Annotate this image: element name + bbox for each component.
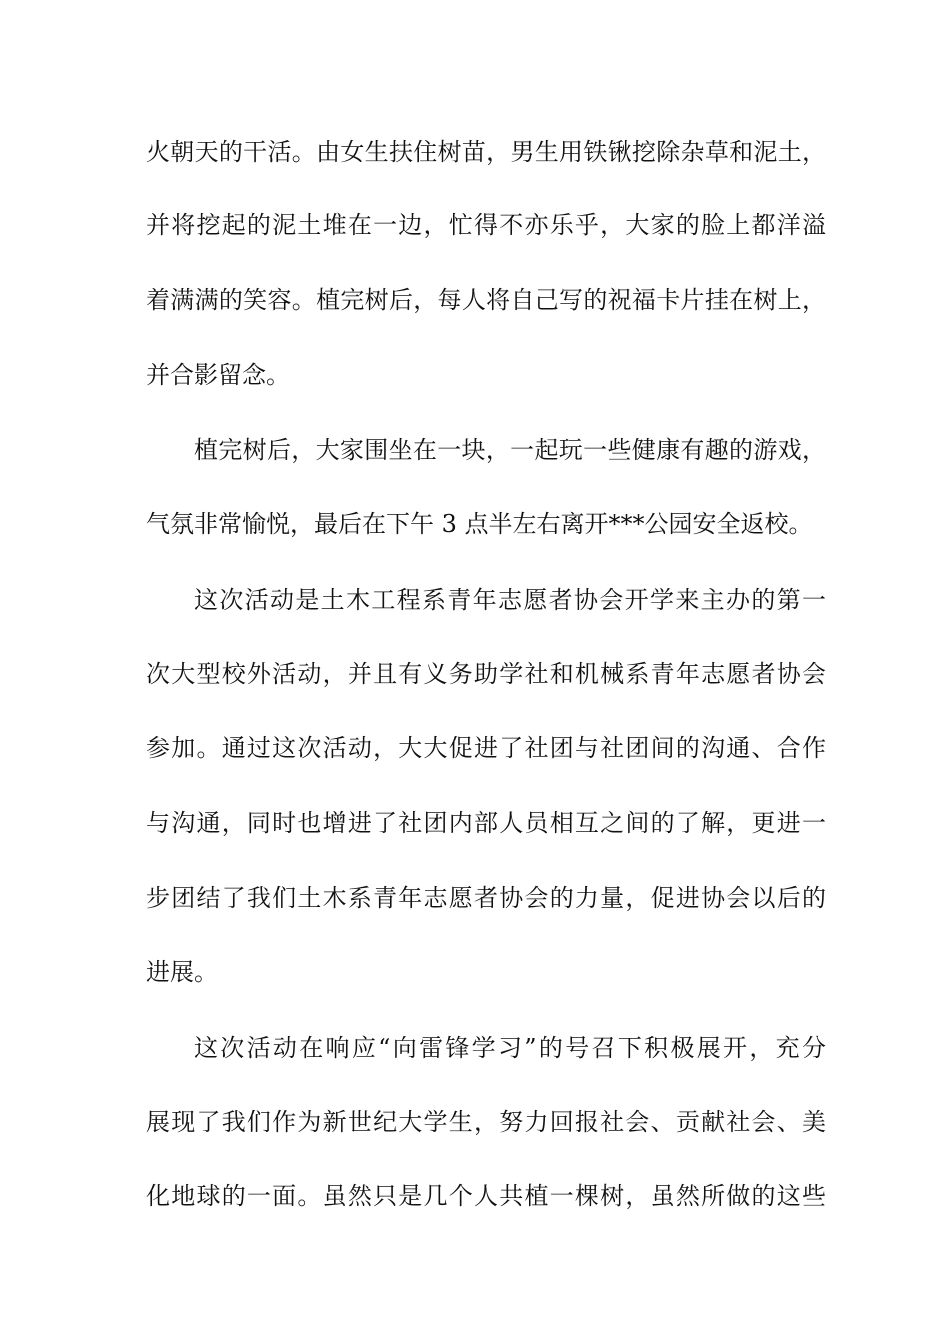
text-line: 这次活动是土木工程系青年志愿者协会开学来主办的第一 (194, 586, 826, 614)
text-line: 参加。通过这次活动，大大促进了社团与社团间的沟通、合作 (146, 734, 826, 762)
text-line: 化地球的一面。虽然只是几个人共植一棵树，虽然所做的这些 (146, 1182, 826, 1210)
text-line: 进展。 (146, 958, 218, 986)
text-line: 与沟通，同时也增进了社团内部人员相互之间的了解，更进一 (146, 809, 826, 837)
text-line: 并合影留念。 (146, 361, 290, 389)
text-line: 植完树后，大家围坐在一块，一起玩一些健康有趣的游戏， (194, 436, 826, 464)
text-line: 次大型校外活动，并且有义务助学社和机械系青年志愿者协会 (146, 660, 826, 688)
text-line: 这次活动在响应“向雷锋学习”的号召下积极展开，充分 (194, 1034, 826, 1062)
text-line: 展现了我们作为新世纪大学生，努力回报社会、贡献社会、美 (146, 1108, 826, 1136)
text-line: 气氛非常愉悦，最后在下午 3 点半左右离开***公园安全返校。 (146, 510, 813, 538)
text-line: 火朝天的干活。由女生扶住树苗，男生用铁锹挖除杂草和泥土， (146, 138, 826, 166)
text-line: 步团结了我们土木系青年志愿者协会的力量，促进协会以后的 (146, 884, 826, 912)
text-line: 着满满的笑容。植完树后，每人将自己写的祝福卡片挂在树上， (146, 286, 826, 314)
text-line: 并将挖起的泥土堆在一边，忙得不亦乐乎，大家的脸上都洋溢 (146, 211, 826, 239)
